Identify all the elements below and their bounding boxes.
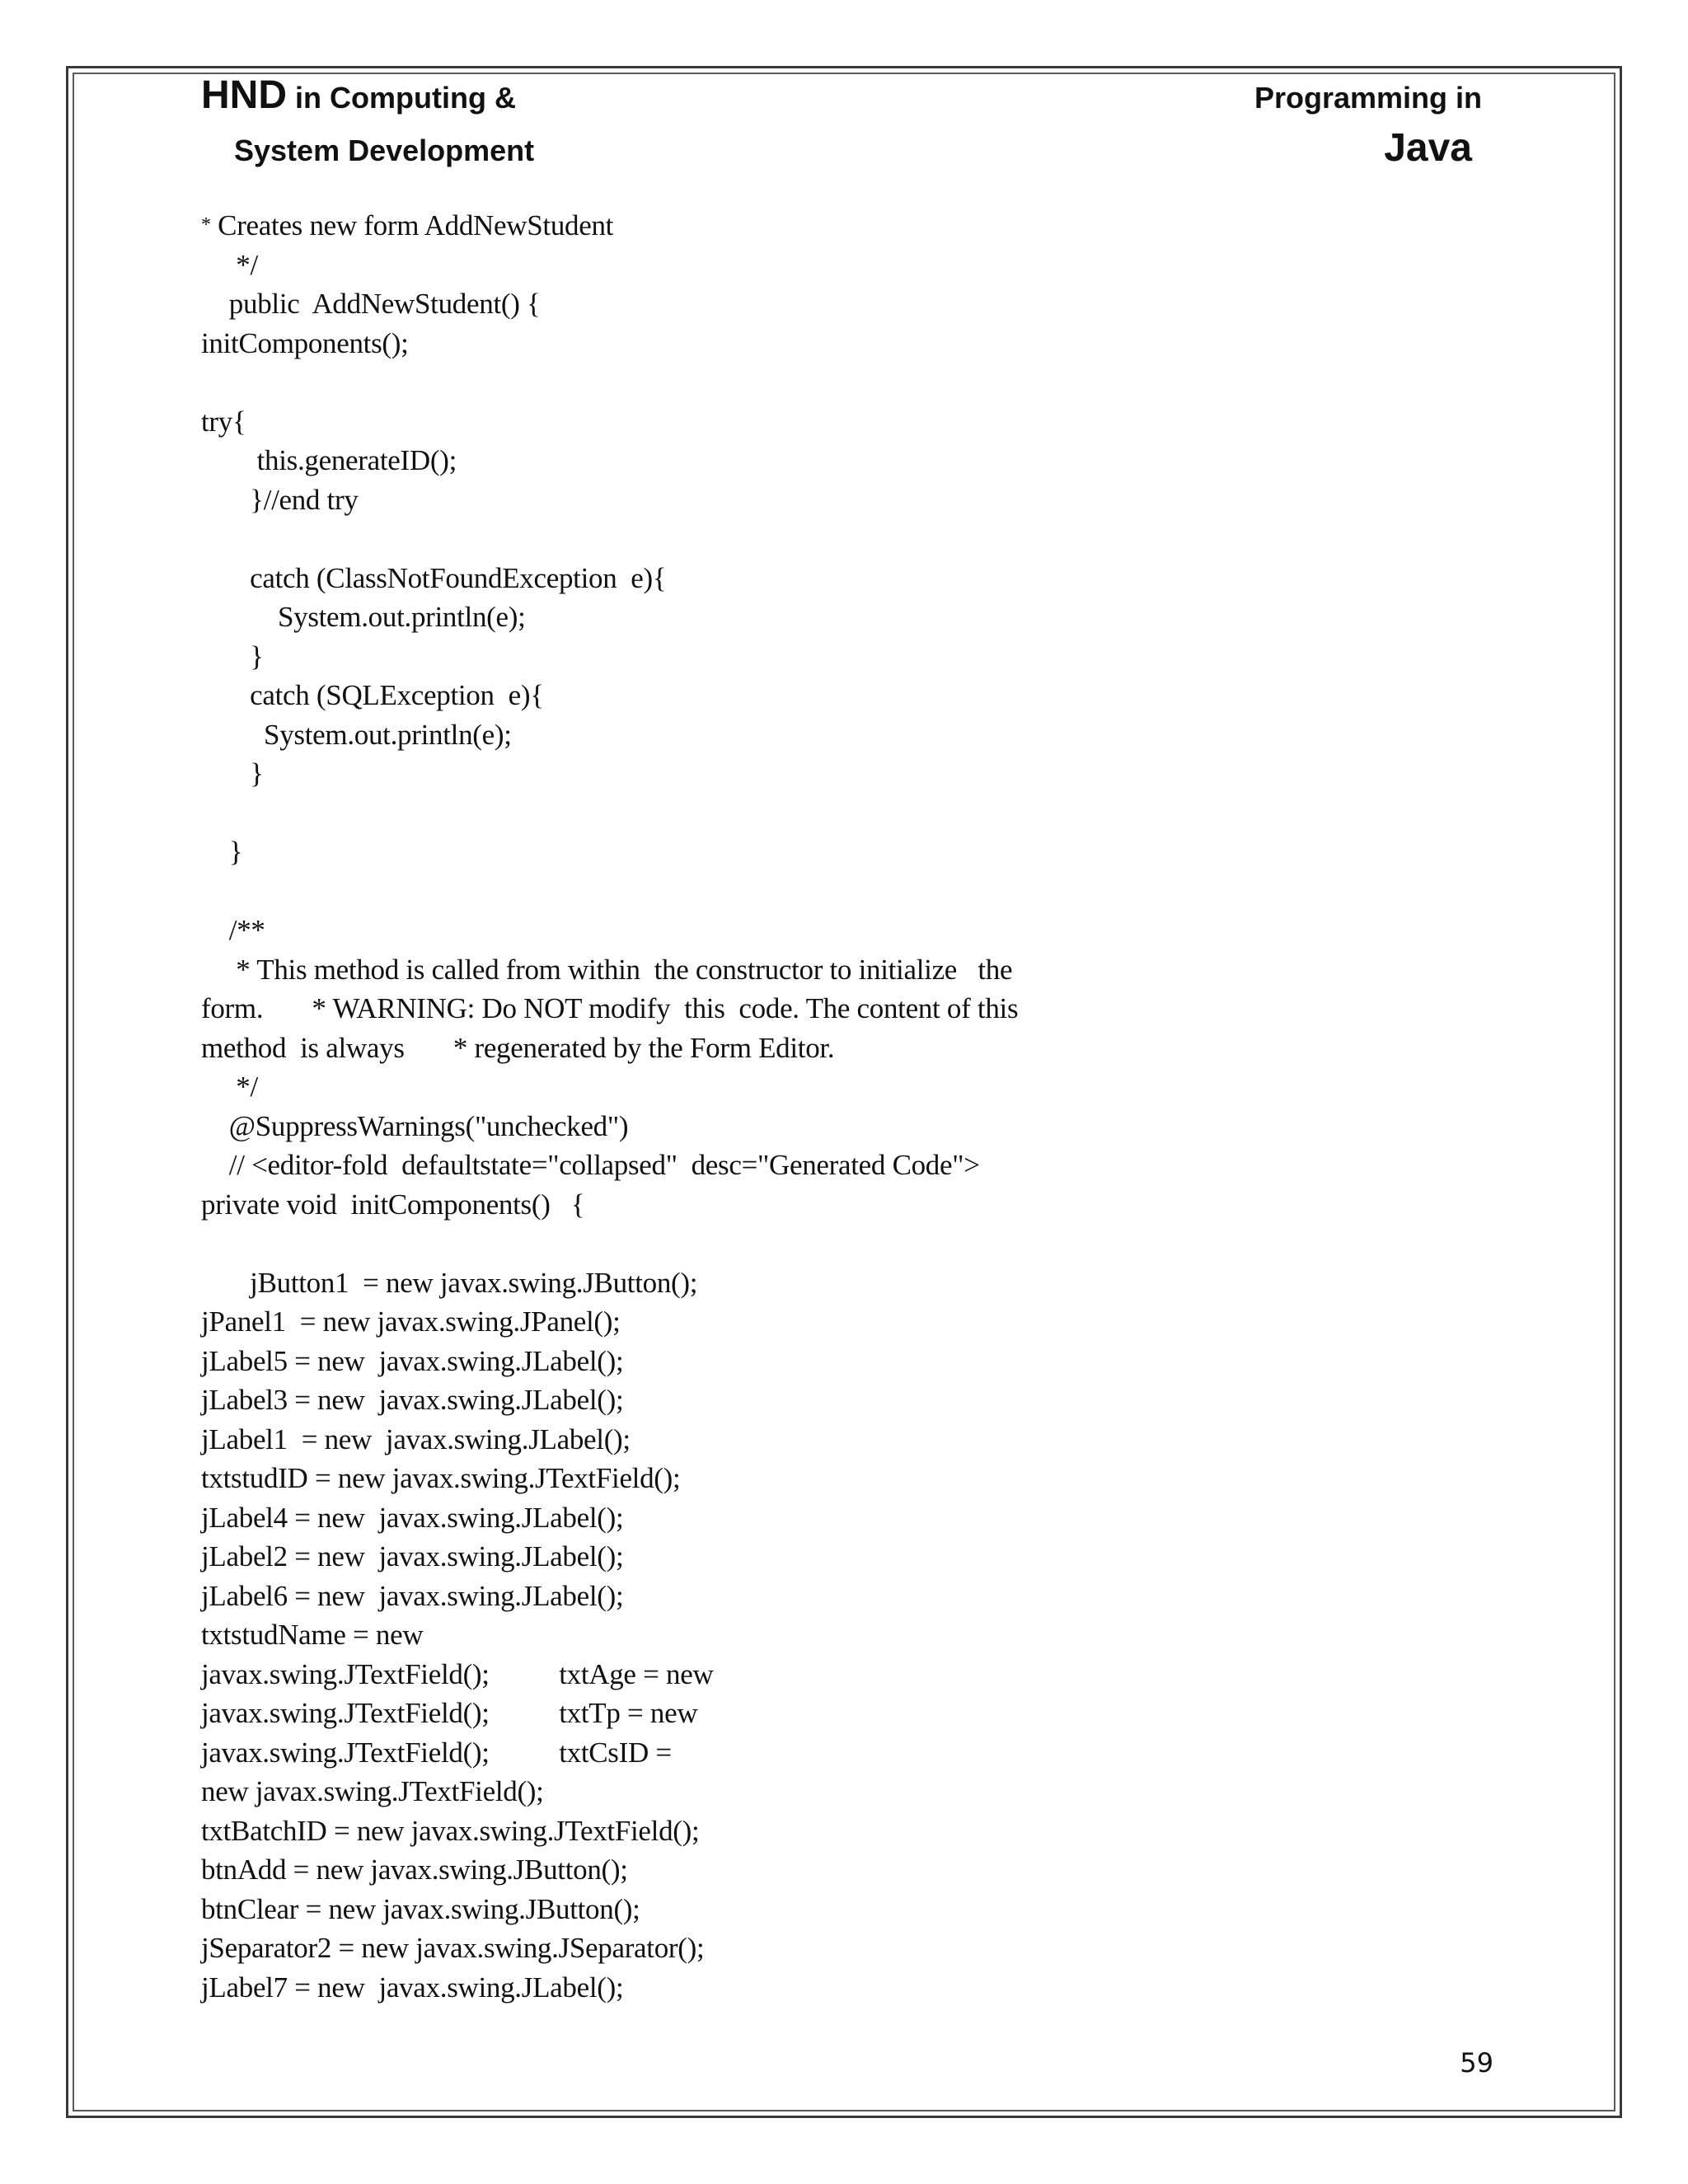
code-line: this.generateID(); <box>201 444 457 476</box>
code-line: txtstudName = new <box>201 1619 424 1651</box>
code-line: initComponents(); <box>201 326 409 359</box>
code-line: /** <box>201 914 265 946</box>
code-line: new javax.swing.JTextField(); <box>201 1775 544 1807</box>
code-line: jLabel6 = new javax.swing.JLabel(); <box>201 1579 624 1612</box>
code-line: */ <box>201 248 258 281</box>
code-line: catch (ClassNotFoundException e){ <box>201 561 667 594</box>
header-left-line1 <box>201 73 516 118</box>
code-line: } <box>201 836 243 868</box>
code-line: }//end try <box>201 483 359 516</box>
code-line: */ <box>201 1071 258 1103</box>
header-right-line1: Programming in <box>1254 81 1482 115</box>
code-line: } <box>201 757 264 790</box>
code-line: System.out.println(e); <box>201 601 526 633</box>
code-line: form. * WARNING: Do NOT modify this code. The content of this <box>201 992 1019 1024</box>
code-line: public AddNewStudent() { <box>201 288 541 320</box>
code-line: javax.swing.JTextField(); txtAge = new <box>201 1657 714 1690</box>
code-line: javax.swing.JTextField(); txtCsID = <box>201 1736 672 1769</box>
code-line: * This method is called from within the constructor to initialize the <box>201 953 1013 986</box>
header-left-line2: System Development <box>234 134 535 167</box>
code-line: method is always * regenerated by the Form Editor. <box>201 1031 835 1064</box>
code-line: jLabel2 = new javax.swing.JLabel(); <box>201 1540 624 1572</box>
code-line: javax.swing.JTextField(); txtTp = new <box>201 1697 698 1729</box>
code-line <box>201 363 1437 402</box>
code-line: @SuppressWarnings("unchecked") <box>201 1109 629 1142</box>
code-line: jLabel3 = new javax.swing.JLabel(); <box>201 1384 624 1416</box>
code-line: jPanel1 = new javax.swing.JPanel(); <box>201 1305 621 1338</box>
code-line: private void initComponents() { <box>201 1188 585 1221</box>
code-line: jButton1 = new javax.swing.JButton(); <box>201 1266 698 1299</box>
code-line: jLabel5 = new javax.swing.JLabel(); <box>201 1344 624 1377</box>
code-listing <box>201 206 1437 2007</box>
header-right-line2: Java <box>1384 126 1472 170</box>
code-line: btnAdd = new javax.swing.JButton(); <box>201 1854 628 1886</box>
code-line: System.out.println(e); <box>201 718 512 751</box>
code-line: jLabel1 = new javax.swing.JLabel(); <box>201 1422 631 1455</box>
code-line <box>201 519 1437 559</box>
code-line: jSeparator2 = new javax.swing.JSeparator(); <box>201 1932 705 1964</box>
page-number: 59 <box>1460 2047 1493 2079</box>
code-line <box>201 794 1437 833</box>
code-line <box>201 1224 1437 1263</box>
code-line: * Creates new form AddNewStudent <box>201 209 614 241</box>
code-line: jLabel4 = new javax.swing.JLabel(); <box>201 1501 624 1534</box>
code-line: try{ <box>201 405 246 438</box>
code-line: jLabel7 = new javax.swing.JLabel(); <box>201 1971 624 2004</box>
code-line: txtstudID = new javax.swing.JTextField(); <box>201 1462 681 1494</box>
code-line: } <box>201 640 264 673</box>
code-line <box>201 872 1437 912</box>
code-line: catch (SQLException e){ <box>201 679 544 711</box>
code-line: // <editor-fold defaultstate="collapsed" desc="Generated Code"> <box>201 1149 980 1181</box>
header-hnd: HND <box>201 73 287 117</box>
code-line: txtBatchID = new javax.swing.JTextField(); <box>201 1814 700 1847</box>
code-line: btnClear = new javax.swing.JButton(); <box>201 1892 640 1925</box>
header-computing: in Computing & <box>287 81 516 115</box>
